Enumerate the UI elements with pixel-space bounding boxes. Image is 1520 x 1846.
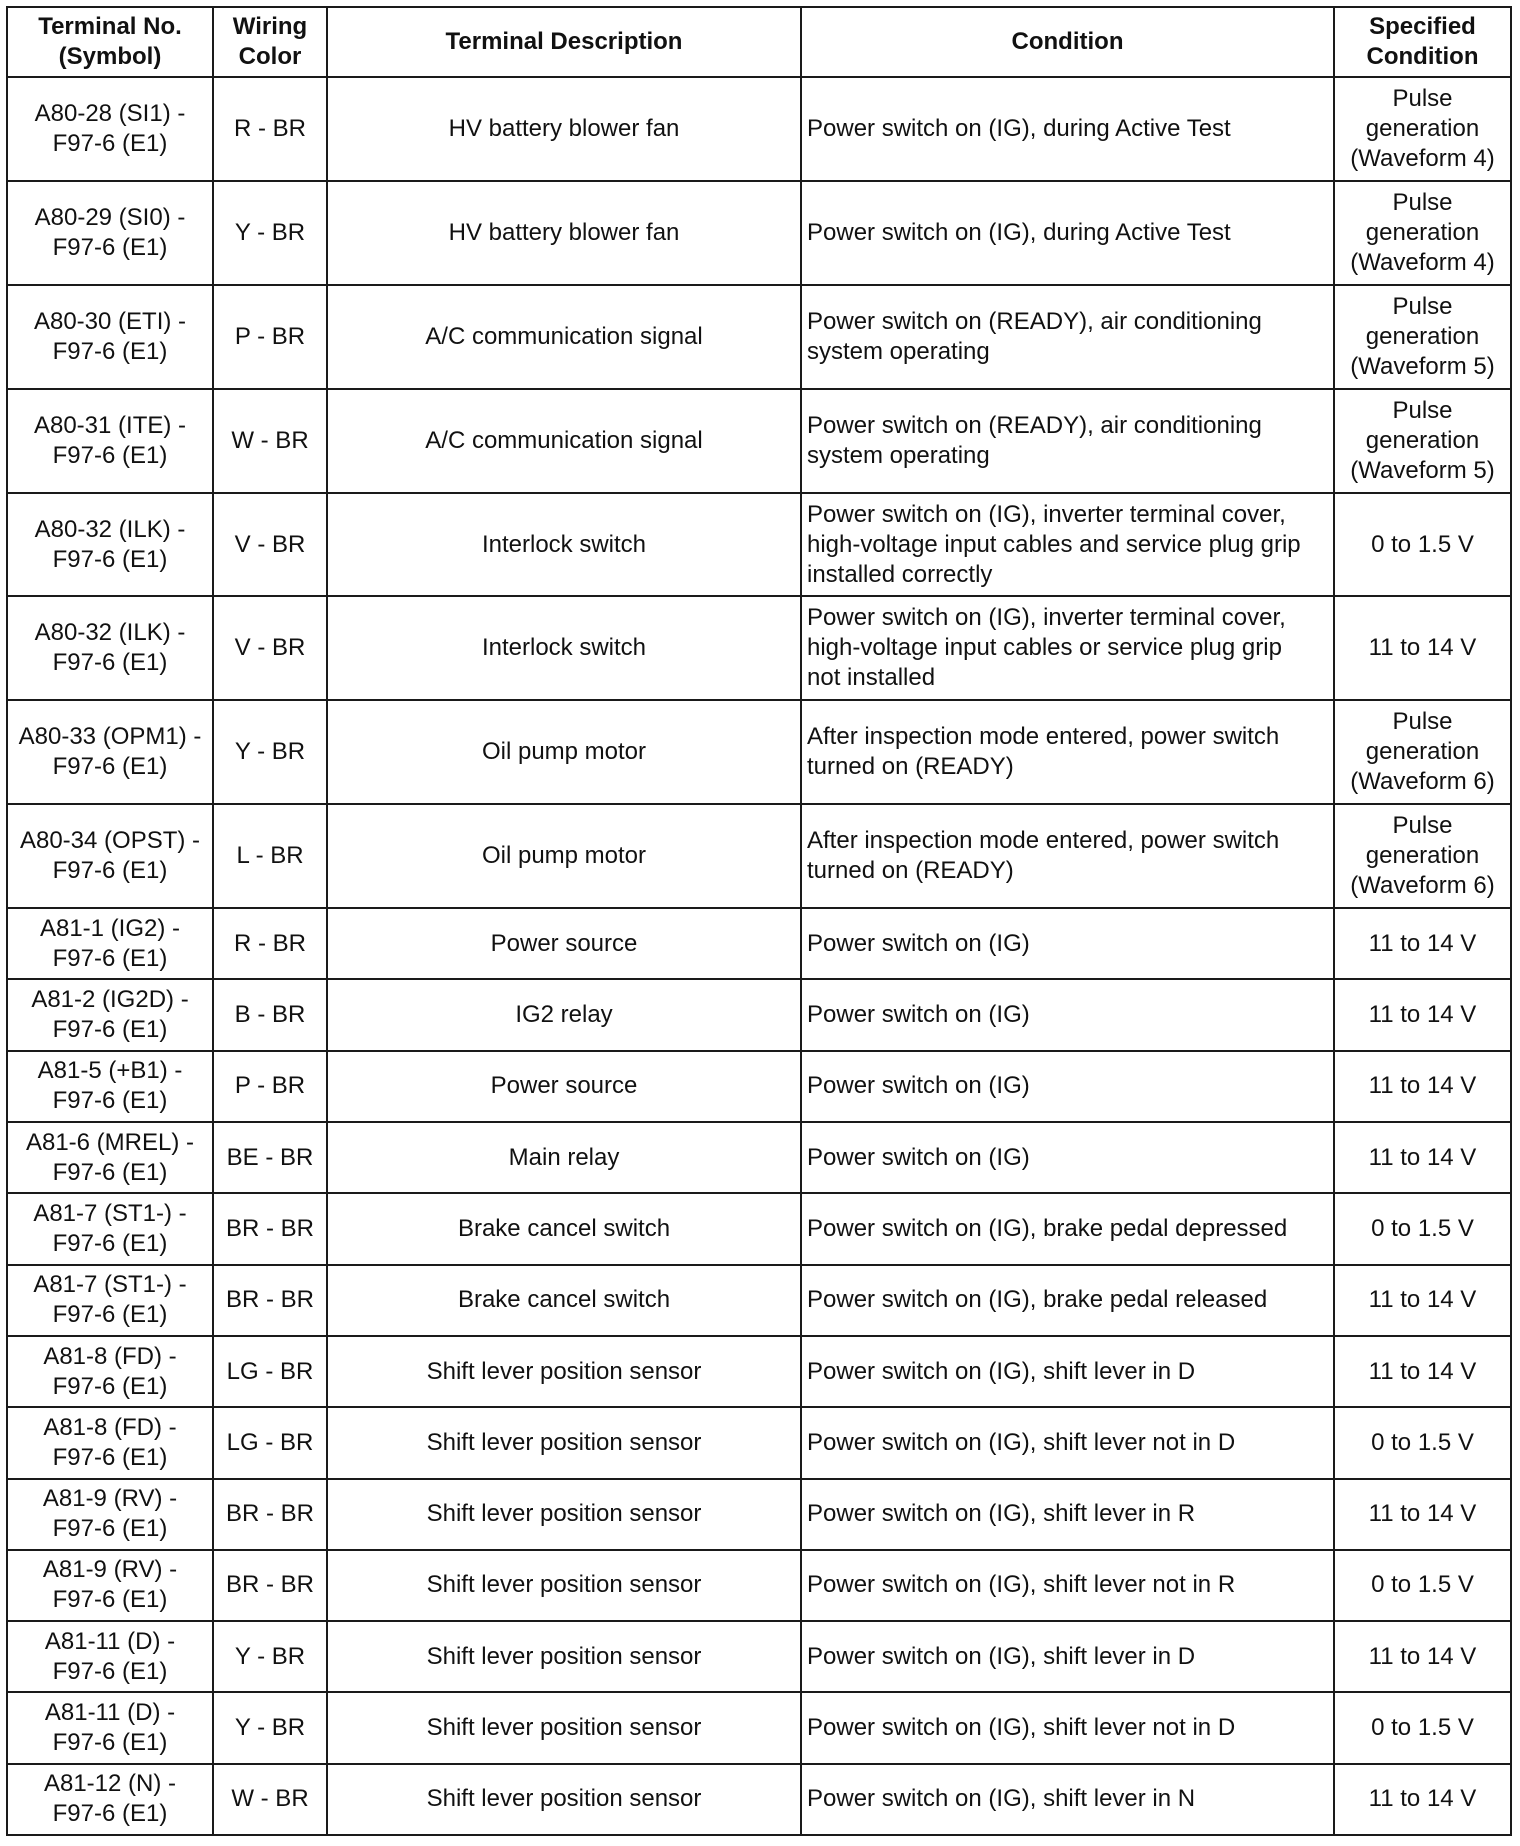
- cell-terminal-description: Interlock switch: [327, 493, 801, 597]
- cell-terminal: A81-11 (D) - F97-6 (E1): [7, 1692, 213, 1763]
- cell-terminal-description: Main relay: [327, 1122, 801, 1193]
- cell-terminal: A81-9 (RV) - F97-6 (E1): [7, 1550, 213, 1621]
- cell-specified-condition: Pulse generation (Waveform 5): [1334, 285, 1511, 389]
- cell-condition: Power switch on (IG), inverter terminal cover, high-voltage input cables and service plug grip installed correctly: [801, 493, 1334, 597]
- cell-terminal: A81-6 (MREL) - F97-6 (E1): [7, 1122, 213, 1193]
- cell-terminal-description: Brake cancel switch: [327, 1193, 801, 1264]
- cell-terminal-description: A/C communication signal: [327, 389, 801, 493]
- table-row: [7, 1051, 1511, 1122]
- cell-terminal: A81-8 (FD) - F97-6 (E1): [7, 1407, 213, 1478]
- cell-terminal-description: Shift lever position sensor: [327, 1621, 801, 1692]
- cell-condition: Power switch on (IG), shift lever in N: [801, 1764, 1334, 1835]
- cell-wiring-color: LG - BR: [213, 1336, 327, 1407]
- cell-specified-condition: 11 to 14 V: [1334, 1621, 1511, 1692]
- cell-terminal: A80-31 (ITE) - F97-6 (E1): [7, 389, 213, 493]
- cell-terminal-description: Interlock switch: [327, 596, 801, 700]
- cell-terminal-description: A/C communication signal: [327, 285, 801, 389]
- cell-terminal-description: Shift lever position sensor: [327, 1479, 801, 1550]
- cell-specified-condition: 11 to 14 V: [1334, 1051, 1511, 1122]
- table-row: [7, 1265, 1511, 1336]
- cell-specified-condition: 11 to 14 V: [1334, 908, 1511, 979]
- cell-condition: Power switch on (IG), during Active Test: [801, 77, 1334, 181]
- table-row: [7, 77, 1511, 181]
- cell-specified-condition: 0 to 1.5 V: [1334, 1550, 1511, 1621]
- cell-specified-condition: 11 to 14 V: [1334, 596, 1511, 700]
- cell-condition: Power switch on (IG), shift lever not in D: [801, 1407, 1334, 1478]
- cell-specified-condition: 0 to 1.5 V: [1334, 1407, 1511, 1478]
- cell-specified-condition: 0 to 1.5 V: [1334, 1193, 1511, 1264]
- cell-condition: After inspection mode entered, power switch turned on (READY): [801, 804, 1334, 908]
- cell-terminal: A81-8 (FD) - F97-6 (E1): [7, 1336, 213, 1407]
- cell-terminal: A81-1 (IG2) - F97-6 (E1): [7, 908, 213, 979]
- cell-terminal: A80-34 (OPST) - F97-6 (E1): [7, 804, 213, 908]
- cell-specified-condition: 0 to 1.5 V: [1334, 1692, 1511, 1763]
- cell-condition: Power switch on (IG), inverter terminal cover, high-voltage input cables or service plug grip not installed: [801, 596, 1334, 700]
- table-row: [7, 700, 1511, 804]
- cell-wiring-color: W - BR: [213, 1764, 327, 1835]
- cell-terminal-description: Shift lever position sensor: [327, 1764, 801, 1835]
- cell-wiring-color: W - BR: [213, 389, 327, 493]
- cell-condition: Power switch on (IG), during Active Test: [801, 181, 1334, 285]
- cell-condition: Power switch on (IG), shift lever not in R: [801, 1550, 1334, 1621]
- cell-specified-condition: 11 to 14 V: [1334, 1336, 1511, 1407]
- cell-wiring-color: Y - BR: [213, 1692, 327, 1763]
- header-row: [7, 7, 1511, 77]
- cell-wiring-color: BR - BR: [213, 1479, 327, 1550]
- cell-wiring-color: BR - BR: [213, 1550, 327, 1621]
- cell-wiring-color: R - BR: [213, 908, 327, 979]
- cell-condition: After inspection mode entered, power switch turned on (READY): [801, 700, 1334, 804]
- cell-wiring-color: P - BR: [213, 1051, 327, 1122]
- header-terminal-description: Terminal Description: [327, 7, 801, 77]
- cell-terminal-description: Power source: [327, 1051, 801, 1122]
- cell-terminal-description: IG2 relay: [327, 979, 801, 1050]
- table-row: [7, 1336, 1511, 1407]
- cell-wiring-color: L - BR: [213, 804, 327, 908]
- table-row: [7, 285, 1511, 389]
- cell-specified-condition: Pulse generation (Waveform 4): [1334, 181, 1511, 285]
- cell-terminal-description: Oil pump motor: [327, 700, 801, 804]
- cell-specified-condition: 11 to 14 V: [1334, 1764, 1511, 1835]
- cell-terminal: A80-30 (ETI) - F97-6 (E1): [7, 285, 213, 389]
- cell-specified-condition: 11 to 14 V: [1334, 979, 1511, 1050]
- cell-terminal: A80-29 (SI0) - F97-6 (E1): [7, 181, 213, 285]
- cell-wiring-color: Y - BR: [213, 1621, 327, 1692]
- cell-condition: Power switch on (IG): [801, 979, 1334, 1050]
- cell-terminal: A81-7 (ST1-) - F97-6 (E1): [7, 1193, 213, 1264]
- cell-terminal: A81-12 (N) - F97-6 (E1): [7, 1764, 213, 1835]
- table-row: [7, 1122, 1511, 1193]
- cell-terminal: A81-7 (ST1-) - F97-6 (E1): [7, 1265, 213, 1336]
- cell-specified-condition: Pulse generation (Waveform 6): [1334, 804, 1511, 908]
- table-row: [7, 596, 1511, 700]
- cell-specified-condition: 11 to 14 V: [1334, 1122, 1511, 1193]
- table-row: [7, 389, 1511, 493]
- cell-terminal-description: HV battery blower fan: [327, 77, 801, 181]
- cell-terminal: A81-9 (RV) - F97-6 (E1): [7, 1479, 213, 1550]
- cell-terminal: A80-33 (OPM1) - F97-6 (E1): [7, 700, 213, 804]
- cell-condition: Power switch on (IG): [801, 1051, 1334, 1122]
- cell-terminal-description: Shift lever position sensor: [327, 1550, 801, 1621]
- cell-specified-condition: 0 to 1.5 V: [1334, 493, 1511, 597]
- cell-specified-condition: Pulse generation (Waveform 5): [1334, 389, 1511, 493]
- table-row: [7, 493, 1511, 597]
- table-row: [7, 1550, 1511, 1621]
- cell-condition: Power switch on (IG), shift lever in R: [801, 1479, 1334, 1550]
- cell-specified-condition: 11 to 14 V: [1334, 1265, 1511, 1336]
- cell-wiring-color: LG - BR: [213, 1407, 327, 1478]
- cell-terminal-description: Shift lever position sensor: [327, 1336, 801, 1407]
- cell-terminal: A80-32 (ILK) - F97-6 (E1): [7, 493, 213, 597]
- cell-condition: Power switch on (IG), shift lever in D: [801, 1336, 1334, 1407]
- table-row: [7, 908, 1511, 979]
- cell-wiring-color: V - BR: [213, 493, 327, 597]
- table-row: [7, 181, 1511, 285]
- cell-wiring-color: BE - BR: [213, 1122, 327, 1193]
- header-specified-condition: Specified Condition: [1334, 7, 1511, 77]
- table-row: [7, 979, 1511, 1050]
- cell-wiring-color: P - BR: [213, 285, 327, 389]
- cell-terminal-description: Oil pump motor: [327, 804, 801, 908]
- cell-condition: Power switch on (IG): [801, 908, 1334, 979]
- cell-terminal-description: Power source: [327, 908, 801, 979]
- table-row: [7, 1621, 1511, 1692]
- cell-condition: Power switch on (IG), brake pedal depressed: [801, 1193, 1334, 1264]
- cell-terminal: A80-32 (ILK) - F97-6 (E1): [7, 596, 213, 700]
- cell-wiring-color: V - BR: [213, 596, 327, 700]
- table-header: [7, 7, 1511, 77]
- cell-condition: Power switch on (IG), shift lever in D: [801, 1621, 1334, 1692]
- cell-terminal-description: HV battery blower fan: [327, 181, 801, 285]
- cell-wiring-color: R - BR: [213, 77, 327, 181]
- cell-condition: Power switch on (IG), brake pedal released: [801, 1265, 1334, 1336]
- table-row: [7, 1764, 1511, 1835]
- cell-wiring-color: BR - BR: [213, 1193, 327, 1264]
- cell-wiring-color: BR - BR: [213, 1265, 327, 1336]
- cell-terminal: A81-11 (D) - F97-6 (E1): [7, 1621, 213, 1692]
- cell-condition: Power switch on (IG), shift lever not in D: [801, 1692, 1334, 1763]
- cell-condition: Power switch on (READY), air conditioning system operating: [801, 389, 1334, 493]
- cell-terminal-description: Shift lever position sensor: [327, 1407, 801, 1478]
- cell-terminal: A81-2 (IG2D) - F97-6 (E1): [7, 979, 213, 1050]
- table-body: [7, 77, 1511, 1835]
- cell-specified-condition: Pulse generation (Waveform 4): [1334, 77, 1511, 181]
- cell-condition: Power switch on (IG): [801, 1122, 1334, 1193]
- terminal-spec-table: [6, 6, 1512, 1836]
- cell-terminal-description: Brake cancel switch: [327, 1265, 801, 1336]
- table-row: [7, 804, 1511, 908]
- table-row: [7, 1479, 1511, 1550]
- cell-terminal-description: Shift lever position sensor: [327, 1692, 801, 1763]
- cell-terminal: A81-5 (+B1) - F97-6 (E1): [7, 1051, 213, 1122]
- cell-terminal: A80-28 (SI1) - F97-6 (E1): [7, 77, 213, 181]
- cell-specified-condition: Pulse generation (Waveform 6): [1334, 700, 1511, 804]
- cell-wiring-color: Y - BR: [213, 181, 327, 285]
- table-row: [7, 1692, 1511, 1763]
- cell-wiring-color: B - BR: [213, 979, 327, 1050]
- header-terminal: Terminal No. (Symbol): [7, 7, 213, 77]
- table-row: [7, 1193, 1511, 1264]
- cell-wiring-color: Y - BR: [213, 700, 327, 804]
- table-row: [7, 1407, 1511, 1478]
- header-condition: Condition: [801, 7, 1334, 77]
- header-wiring-color: Wiring Color: [213, 7, 327, 77]
- cell-specified-condition: 11 to 14 V: [1334, 1479, 1511, 1550]
- cell-condition: Power switch on (READY), air conditioning system operating: [801, 285, 1334, 389]
